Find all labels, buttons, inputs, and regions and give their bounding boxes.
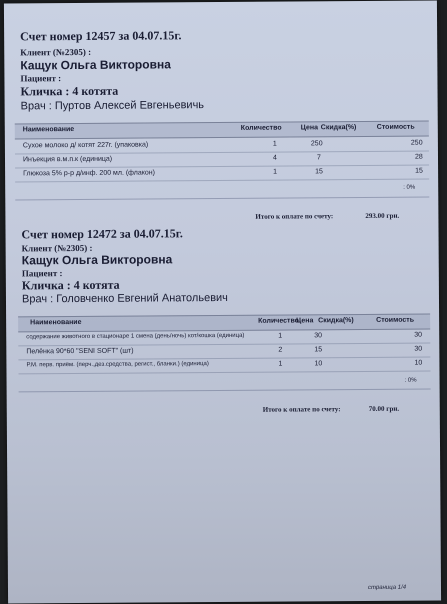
row-qty: 4 (272, 154, 277, 162)
row-qty: 1 (278, 332, 283, 340)
row-name: Инъекция в.м.п.к (единица) (22, 155, 113, 164)
invoice-2-patient-label: Пациент : (21, 268, 63, 279)
invoice-2-total-label: Итого к оплате по счету: (262, 405, 341, 414)
col-qty: Количество (258, 317, 299, 325)
invoice-2-total-value: 70.00 грн. (368, 404, 400, 413)
invoice-2-discount-total: : 0% (404, 377, 417, 384)
col-cost: Стоимость (376, 123, 415, 131)
row-cost: 30 (414, 345, 423, 353)
col-name: Наименование (22, 126, 75, 134)
invoice-1-patient-label: Пациент : (20, 73, 62, 84)
col-cost: Стоимость (376, 316, 415, 324)
row-price: 7 (316, 154, 321, 162)
page-number: страница 1/4 (367, 584, 407, 591)
invoice-1-client-name: Кащук Ольга Викторовна (20, 57, 171, 73)
invoice-1 (4, 0, 437, 221)
invoice-1-total-label: Итого к оплате по счету: (255, 212, 334, 221)
row-name: содержание животного в стационаре 1 смена (день/ночь) кот/кошка (единица) (26, 332, 245, 341)
invoice-1-table-header (15, 121, 429, 140)
row-price: 30 (314, 332, 323, 340)
row-name: Р.М. перв. приём. (перч.,дез.средства, регист., бланки.) (единица) (26, 361, 209, 369)
row-cost: 15 (415, 167, 423, 175)
row-name: Пелёнка 90*60 "SENI SOFT" (шт) (26, 347, 134, 356)
divider (15, 197, 429, 201)
invoice-1-title: Счет номер 12457 за 04.07.15г. (20, 28, 182, 44)
col-name: Наименование (30, 318, 82, 327)
invoice-2-title: Счет номер 12472 за 04.07.15г. (21, 226, 183, 242)
row-price: 10 (314, 360, 323, 368)
row-price: 15 (314, 346, 323, 354)
row-name: Сухое молоко д/ котят 227г. (упаковка) (22, 141, 149, 150)
col-discount: Скидка(%) (318, 317, 354, 325)
invoice-2-doctor: Врач : Головченко Евгений Анатольевич (21, 291, 228, 306)
invoice-2-table-header (18, 314, 430, 333)
invoice-1-discount-total: : 0% (403, 184, 416, 191)
table-row (18, 359, 430, 375)
row-qty: 1 (278, 360, 283, 368)
divider (19, 389, 431, 393)
invoice-2-client-name: Кащук Ольга Викторовна (21, 252, 173, 268)
row-qty: 1 (272, 140, 277, 148)
invoice-1-total-value: 293.00 грн. (365, 211, 400, 221)
row-name: Глюкоза 5% р-р д/инф. 200 мл. (флакон) (23, 169, 155, 178)
col-price: Цена (296, 317, 314, 325)
row-cost: 30 (414, 331, 423, 339)
invoice-1-client-label: Клиент (№2305) : (20, 46, 92, 58)
row-qty: 1 (273, 168, 278, 176)
invoice-2-nickname: Кличка : 4 котята (21, 277, 120, 293)
invoice-1-doctor: Врач : Пуртов Алексей Евгеньевичь (20, 99, 205, 113)
row-cost: 28 (414, 153, 423, 161)
row-price: 15 (315, 168, 323, 176)
row-qty: 2 (278, 346, 283, 354)
row-cost: 10 (414, 359, 423, 367)
invoice-2-client-label: Клиент (№2305) : (21, 242, 93, 254)
col-price: Цена (300, 124, 319, 132)
invoice-1-nickname: Кличка : 4 котята (20, 83, 119, 99)
col-discount: Скидка(%) (320, 124, 357, 132)
table-row (15, 167, 429, 183)
invoice-sheet (4, 0, 441, 603)
row-cost: 250 (410, 139, 423, 147)
col-qty: Количество (240, 124, 282, 132)
row-price: 250 (310, 140, 323, 148)
